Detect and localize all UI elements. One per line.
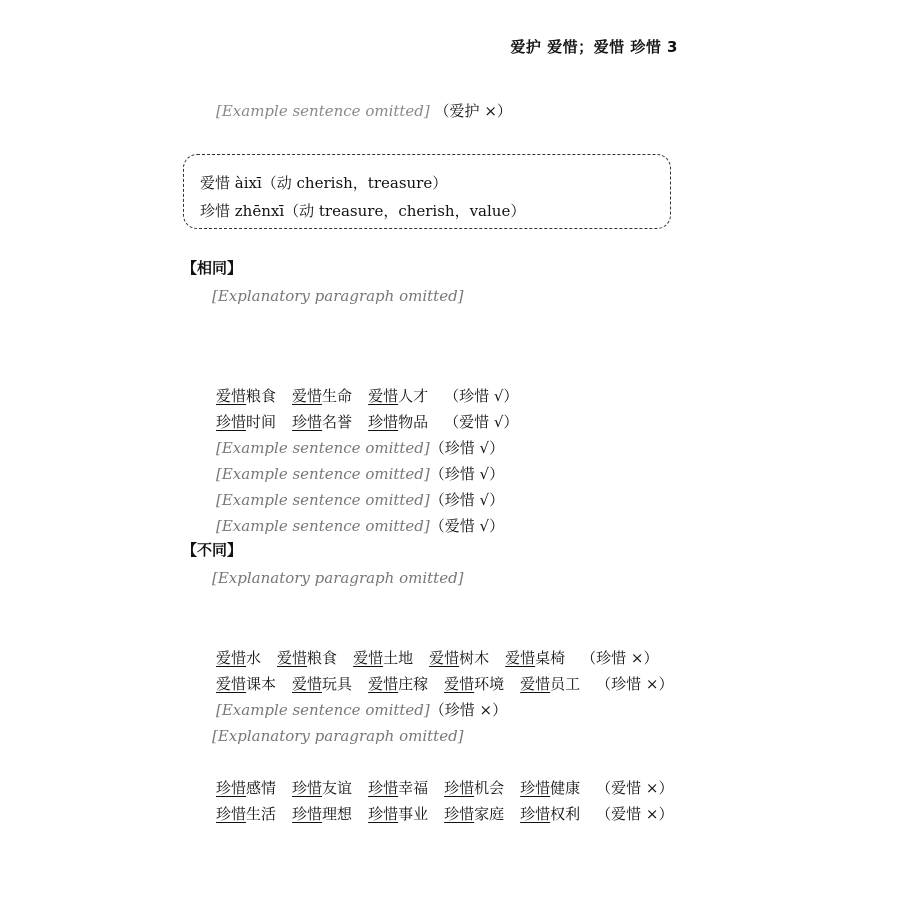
collocation: 爱惜桌椅 bbox=[505, 649, 566, 667]
example-sentence bbox=[216, 487, 518, 513]
keyword-underline: 爱惜 bbox=[216, 675, 247, 693]
keyword-underline: 珍惜 bbox=[520, 779, 551, 797]
section-title-diff: 【不同】 bbox=[182, 541, 243, 559]
collocation: 爱惜庄稼 bbox=[368, 675, 429, 693]
lead-example bbox=[216, 100, 512, 121]
collocation: 爱惜土地 bbox=[353, 649, 414, 667]
paragraph-same: [Explanatory paragraph omitted] bbox=[212, 287, 464, 305]
keyword-underline: 珍惜 bbox=[368, 779, 399, 797]
collocation: 爱惜人才 bbox=[368, 387, 429, 405]
keyword-underline: 珍惜 bbox=[368, 805, 399, 823]
keyword-underline: 爱惜 bbox=[292, 675, 323, 693]
example-sentence bbox=[216, 435, 518, 461]
usage-tag: （珍惜 √） bbox=[429, 491, 505, 509]
omitted-sentence: [Example sentence omitted] bbox=[216, 701, 430, 719]
usage-tag: （珍惜 √） bbox=[429, 465, 505, 483]
definition-box bbox=[183, 154, 671, 229]
collocation: 珍惜名誉 bbox=[292, 413, 353, 431]
collocation: 珍惜幸福 bbox=[368, 779, 429, 797]
keyword-underline: 爱惜 bbox=[368, 387, 399, 405]
keyword-underline: 珍惜 bbox=[292, 413, 323, 431]
usage-tag: （爱惜 √） bbox=[429, 517, 505, 535]
example-row bbox=[216, 801, 674, 827]
example-row bbox=[216, 671, 674, 697]
collocation: 珍惜健康 bbox=[520, 779, 581, 797]
keyword-underline: 珍惜 bbox=[444, 805, 475, 823]
keyword-underline: 珍惜 bbox=[520, 805, 551, 823]
examples-same bbox=[216, 383, 518, 539]
omitted-sentence: [Example sentence omitted] bbox=[216, 465, 430, 483]
example-row bbox=[216, 775, 674, 801]
collocation: 珍惜理想 bbox=[292, 805, 353, 823]
collocation: 爱惜树木 bbox=[429, 649, 490, 667]
collocation: 爱惜生命 bbox=[292, 387, 353, 405]
keyword-underline: 珍惜 bbox=[292, 779, 323, 797]
collocation: 珍惜家庭 bbox=[444, 805, 505, 823]
examples-diff-1 bbox=[216, 645, 674, 723]
usage-tag: （爱惜 √） bbox=[444, 413, 519, 431]
omitted-sentence: [Example sentence omitted] bbox=[216, 439, 430, 457]
collocation: 珍惜权利 bbox=[520, 805, 581, 823]
section-title-same: 【相同】 bbox=[182, 259, 243, 277]
examples-diff-2 bbox=[216, 775, 674, 827]
example-sentence bbox=[216, 697, 674, 723]
keyword-underline: 爱惜 bbox=[368, 675, 399, 693]
example-row bbox=[216, 645, 674, 671]
omitted-sentence: [Example sentence omitted] bbox=[216, 517, 430, 535]
keyword-underline: 珍惜 bbox=[216, 413, 247, 431]
collocation: 爱惜环境 bbox=[444, 675, 505, 693]
paragraph-diff-2: [Explanatory paragraph omitted] bbox=[212, 727, 464, 745]
collocation: 珍惜时间 bbox=[216, 413, 277, 431]
collocation: 珍惜生活 bbox=[216, 805, 277, 823]
collocation: 珍惜机会 bbox=[444, 779, 505, 797]
collocation: 爱惜员工 bbox=[520, 675, 581, 693]
example-sentence bbox=[216, 513, 518, 539]
collocation: 爱惜粮食 bbox=[216, 387, 277, 405]
usage-tag: （珍惜 ×） bbox=[596, 675, 674, 693]
example-row bbox=[216, 383, 518, 409]
collocation: 珍惜感情 bbox=[216, 779, 277, 797]
keyword-underline: 珍惜 bbox=[368, 413, 399, 431]
collocation: 珍惜友谊 bbox=[292, 779, 353, 797]
collocation: 爱惜课本 bbox=[216, 675, 277, 693]
running-head: 爱护 爱惜；爱惜 珍惜 3 bbox=[510, 38, 678, 56]
keyword-underline: 珍惜 bbox=[216, 779, 247, 797]
lead-example-placeholder: [Example sentence omitted] bbox=[216, 102, 430, 120]
collocation: 爱惜水 bbox=[216, 649, 262, 667]
keyword-underline: 爱惜 bbox=[444, 675, 475, 693]
keyword-underline: 爱惜 bbox=[505, 649, 536, 667]
definition-line-zhenxi: 珍惜 zhēnxī（动 treasure，cherish，value） bbox=[200, 202, 526, 220]
collocation: 爱惜玩具 bbox=[292, 675, 353, 693]
usage-tag: （爱惜 ×） bbox=[596, 779, 674, 797]
usage-tag: （珍惜 √） bbox=[444, 387, 519, 405]
lead-example-tag: （爱护 ×） bbox=[434, 102, 512, 120]
definition-line-aixi: 爱惜 àixī（动 cherish，treasure） bbox=[200, 174, 448, 192]
keyword-underline: 爱惜 bbox=[216, 387, 247, 405]
keyword-underline: 爱惜 bbox=[216, 649, 247, 667]
keyword-underline: 珍惜 bbox=[444, 779, 475, 797]
example-sentence bbox=[216, 461, 518, 487]
example-row bbox=[216, 409, 518, 435]
keyword-underline: 珍惜 bbox=[216, 805, 247, 823]
collocation: 珍惜物品 bbox=[368, 413, 429, 431]
omitted-sentence: [Example sentence omitted] bbox=[216, 491, 430, 509]
paragraph-diff-1: [Explanatory paragraph omitted] bbox=[212, 569, 464, 587]
collocation: 爱惜粮食 bbox=[277, 649, 338, 667]
keyword-underline: 爱惜 bbox=[292, 387, 323, 405]
keyword-underline: 爱惜 bbox=[353, 649, 384, 667]
collocation: 珍惜事业 bbox=[368, 805, 429, 823]
keyword-underline: 爱惜 bbox=[277, 649, 308, 667]
usage-tag: （爱惜 ×） bbox=[596, 805, 674, 823]
keyword-underline: 爱惜 bbox=[429, 649, 460, 667]
keyword-underline: 珍惜 bbox=[292, 805, 323, 823]
usage-tag: （珍惜 √） bbox=[429, 439, 505, 457]
usage-tag: （珍惜 ×） bbox=[581, 649, 659, 667]
usage-tag: （珍惜 ×） bbox=[429, 701, 508, 719]
keyword-underline: 爱惜 bbox=[520, 675, 551, 693]
